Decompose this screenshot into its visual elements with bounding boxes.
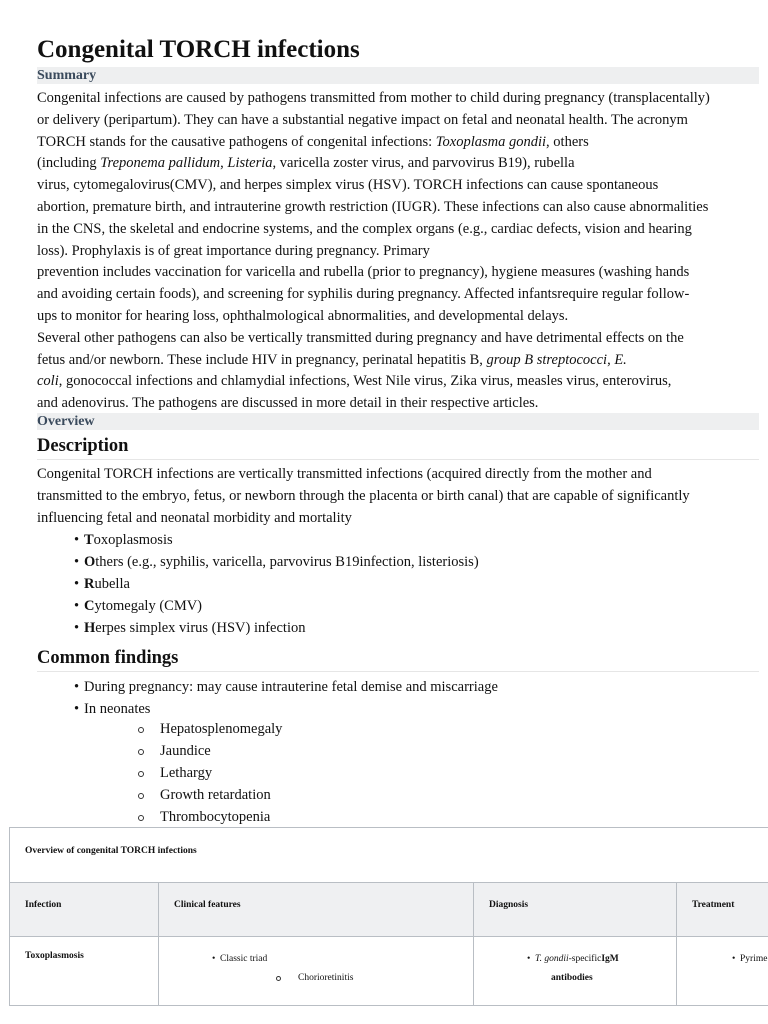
summary-line: prevention includes vaccination for varicella and rubella (prior to pregnancy), hygiene measures (washing hands [37,264,690,281]
list-item: • Cytomegaly (CMV) [74,595,479,617]
column-header: Clinical features [159,883,474,937]
common-findings-heading: Common findings [37,646,759,672]
summary-paragraph [37,88,761,415]
summary-line: Congenital infections are caused by pathogens transmitted from mother to child during pregnancy (transplacentally) [37,90,710,106]
table-caption: Overview of congenital TORCH infections [10,828,768,883]
list-item: • Rubella [74,573,479,595]
table-cell-diagnosis: • T. gondii-specificIgM antibodies [474,937,677,1006]
summary-line: and avoiding certain foods), and screening for syphilis during pregnancy. Affected infantsrequire regular follow- [37,286,690,303]
list-item: • Herpes simplex virus (HSV) infection [74,617,479,639]
summary-line: ups to monitor for hearing loss, ophthalmological abnormalities, and developmental delays. [37,307,569,324]
summary-line: abortion, premature birth, and intrauterine growth restriction (IUGR). These infections can also cause abnormalities [37,198,709,215]
summary-line: or delivery (peripartum). They can have a substantial negative impact on fetal and neonatal health. The acronym [37,111,688,128]
summary-line: fetus and/or newborn. These include HIV in pregnancy, perinatal hepatitis B, group B streptococci, E. [37,351,627,368]
list-item: • Pyrime [732,954,768,964]
table-cell-treatment [677,937,768,1006]
description-line: Congenital TORCH infections are vertically transmitted infections (acquired directly from the mother and [37,466,652,482]
list-item: • Classic triad [212,954,473,964]
summary-line: virus, cytomegalovirus(CMV), and herpes simplex virus (HSV). TORCH infections can cause spontaneous [37,177,659,194]
list-item: Lethargy [138,762,282,784]
summary-line: TORCH stands for the causative pathogens of congenital infections: Toxoplasma gondii, others [37,133,589,150]
description-heading: Description [37,434,759,460]
column-header: Diagnosis [474,883,677,937]
pathogen-name: coli [37,373,59,390]
neonate-findings-list [138,718,282,828]
summary-line: in the CNS, the skeletal and endocrine systems, and the complex organs (e.g., cardiac defects, vision and hearing [37,220,692,237]
summary-line: Several other pathogens can also be vertically transmitted during pregnancy and have detrimental effects on the [37,329,684,346]
pathogen-name: group B streptococci [486,351,608,368]
findings-list [74,676,498,720]
summary-line: (including Treponema pallidum, Listeria, varicella zoster virus, and parvovirus B19), rubella [37,155,575,172]
summary-section-label: Summary [37,67,759,84]
torch-overview-table [9,827,768,1006]
list-item: • Toxoplasmosis [74,529,479,551]
list-item: • Others (e.g., syphilis, varicella, parvovirus B19infection, listeriosis) [74,551,479,573]
list-item: • During pregnancy: may cause intrauterine fetal demise and miscarriage [74,676,498,698]
overview-section-label: Overview [37,413,759,430]
pathogen-name: Listeria [227,155,273,172]
description-line: transmitted to the embryo, fetus, or newborn through the placenta or birth canal) that are capable of significantly [37,487,690,504]
list-item: Growth retardation [138,784,282,806]
pathogen-name: Treponema pallidum [100,155,221,172]
table-cell-infection: Toxoplasmosis [10,937,159,1006]
table-row [10,937,768,1006]
summary-line: coli, gonococcal infections and chlamydial infections, West Nile virus, Zika virus, measles virus, enterovirus, [37,373,672,390]
pathogen-name: E. [614,351,627,368]
table-cell-clinical-features [159,937,474,1006]
description-line: influencing fetal and neonatal morbidity and mortality [37,509,352,526]
description-paragraph [37,464,761,529]
table-header-row [10,883,768,937]
list-item: Thrombocytopenia [138,806,282,828]
list-item: • T. gondii-specificIgM [527,954,676,964]
column-header: Treatment [677,883,768,937]
summary-line: loss). Prophylaxis is of great importance during pregnancy. Primary [37,242,430,259]
list-item: Jaundice [138,740,282,762]
list-item: Chorioretinitis [276,973,473,983]
pathogen-name: Toxoplasma gondii [435,133,547,150]
column-header: Infection [10,883,159,937]
summary-line: and adenovirus. The pathogens are discussed in more detail in their respective articles. [37,395,539,412]
torch-acronym-list [74,529,479,639]
list-item: Hepatosplenomegaly [138,718,282,740]
page-title: Congenital TORCH infections [37,36,360,63]
list-item: • In neonates [74,698,498,720]
